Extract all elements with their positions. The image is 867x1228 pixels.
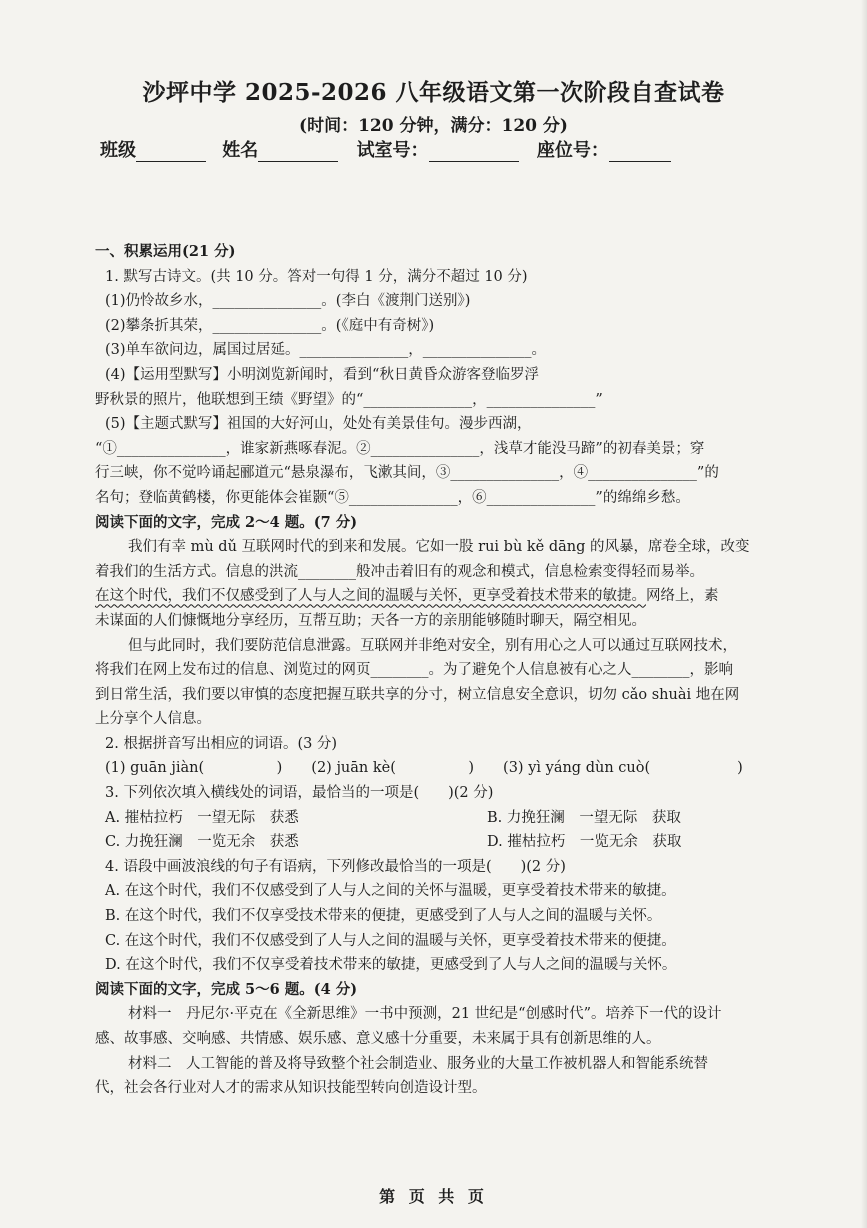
- q1-stem: 1. 默写古诗文。(共 10 分。答对一句得 1 分，满分不超过 10 分): [105, 268, 528, 285]
- seat-field[interactable]: [609, 145, 671, 162]
- q4-option-d[interactable]: D. 在这个时代，我们不仅享受着技术带来的敏捷，更感受到了人与人之间的温暖与关怀。: [105, 957, 677, 974]
- q1-line: (3)单车欲问边，属国过居延。_______________，_______________。: [105, 342, 547, 359]
- q1-line: (2)攀条折其荣，_______________。(《庭中有奇树》): [105, 317, 435, 334]
- q2-answers: (1) guān jiàn( ) (2) juān kè( ) (3) yì yáng dùn cuò( ): [105, 760, 743, 777]
- class-label: 班级: [100, 140, 136, 161]
- material-line: 材料一 丹尼尔·平克在《全新思维》一书中预测，21 世纪是“创感时代”。培养下一代的设计: [128, 1006, 722, 1023]
- q3-option-c[interactable]: C. 力挽狂澜 一览无余 获悉: [105, 834, 299, 851]
- q3-options-row: [95, 830, 815, 855]
- q4-option-c[interactable]: C. 在这个时代，我们不仅感受到了人与人之间的温暖与关怀，更享受着技术带来的便捷。: [105, 932, 676, 949]
- exam-subtitle: (时间：120 分钟，满分：120 分): [299, 116, 568, 136]
- reading-heading: 阅读下面的文字，完成 2～4 题。(7 分): [95, 513, 358, 531]
- wavy-sentence: 在这个时代，我们不仅感受到了人与人之间的温暖与关怀，更享受着技术带来的敏捷。: [95, 588, 646, 605]
- q3-stem: 3. 下列依次填入横线处的词语，最恰当的一项是( )(2 分): [105, 785, 494, 802]
- q1-line: (4)【运用型默写】小明浏览新闻时，看到“秋日黄昏众游客登临罗浮: [105, 366, 539, 383]
- q3-option-b[interactable]: B. 力挽狂澜 一望无际 获取: [487, 809, 681, 826]
- passage-line: 到日常生活，我们要以审慎的态度把握互联共享的分寸，树立信息安全意识，切勿 cǎo shuài 地在网: [95, 686, 740, 703]
- q1-line: 行三峡，你不觉吟诵起郦道元“悬泉瀑布，飞漱其间，③_______________，④_______________”的: [95, 465, 719, 482]
- page-footer: 第 页 共 页: [379, 1187, 488, 1206]
- exam-content: [95, 240, 815, 1101]
- q4-option-a[interactable]: A. 在这个时代，我们不仅感受到了人与人之间的关怀与温暖，更享受着技术带来的敏捷。: [105, 883, 676, 900]
- q1-line: 野秋景的照片，他联想到王绩《野望》的“_______________，_______________”: [95, 391, 603, 408]
- q4-stem: 4. 语段中画波浪线的句子有语病，下列修改最恰当的一项是( )(2 分): [105, 858, 566, 875]
- exam-title: 沙坪中学 2025-2026 八年级语文第一次阶段自查试卷: [142, 79, 725, 106]
- q3-options-row: [95, 806, 815, 831]
- name-field[interactable]: [258, 145, 338, 162]
- passage-line: 但与此同时，我们要防范信息泄露。互联网并非绝对安全，别有用心之人可以通过互联网技术，: [128, 637, 737, 654]
- passage-line: 着我们的生活方式。信息的洪流________般冲击着旧有的观念和模式，信息检索变得轻而易举。: [95, 563, 704, 580]
- student-info-row: [100, 136, 800, 162]
- q4-option-b[interactable]: B. 在这个时代，我们不仅享受技术带来的便捷，更感受到了人与人之间的温暖与关怀。: [105, 908, 662, 925]
- reading-heading: 阅读下面的文字，完成 5～6 题。(4 分): [95, 980, 358, 998]
- passage-line: 将我们在网上发布过的信息、浏览过的网页________。为了避免个人信息被有心之人________，影响: [95, 662, 733, 679]
- material-line: 感、故事感、交响感、共情感、娱乐感、意义感十分重要，未来属于具有创新思维的人。: [95, 1031, 661, 1047]
- class-field[interactable]: [136, 145, 206, 162]
- material-line: 代，社会各行业对人才的需求从知识技能型转向创造设计型。: [95, 1080, 487, 1097]
- passage-line: 未谋面的人们慷慨地分享经历，互帮互助；天各一方的亲朋能够随时聊天，隔空相见。: [95, 612, 646, 629]
- passage-line: [95, 584, 815, 609]
- q2-stem: 2. 根据拼音写出相应的词语。(3 分): [105, 735, 338, 752]
- q3-option-d[interactable]: D. 摧枯拉朽 一览无余 获取: [487, 834, 682, 851]
- q1-line: (1)仍怜故乡水，_______________。(李白《渡荆门送别》): [105, 293, 471, 310]
- scan-edge-shadow: [861, 0, 867, 1228]
- q1-line: (5)【主题式默写】祖国的大好河山，处处有美景佳句。漫步西湖，: [105, 416, 532, 433]
- passage-line: 我们有幸 mù dǔ 互联网时代的到来和发展。它如一股 rui bù kě dāng 的风暴，席卷全球，改变: [128, 539, 750, 556]
- section-heading: 一、积累运用(21 分): [95, 243, 236, 260]
- seat-label: 座位号：: [536, 140, 609, 161]
- room-label: 试室号：: [356, 140, 429, 161]
- passage-line: 上分享个人信息。: [95, 711, 211, 728]
- name-label: 姓名: [222, 140, 259, 161]
- room-field[interactable]: [429, 145, 519, 162]
- q3-option-a[interactable]: A. 摧枯拉朽 一望无际 获悉: [105, 809, 299, 826]
- q1-line: 名句；登临黄鹤楼，你更能体会崔颢“⑤_______________，⑥_______________”的绵绵乡愁。: [95, 489, 690, 506]
- passage-text: 网络上，素: [646, 588, 719, 605]
- material-line: 材料二 人工智能的普及将导致整个社会制造业、服务业的大量工作被机器人和智能系统替: [128, 1055, 708, 1072]
- q1-line: “①_______________，谁家新燕啄春泥。②_______________，浅草才能没马蹄”的初春美景；穿: [95, 440, 705, 457]
